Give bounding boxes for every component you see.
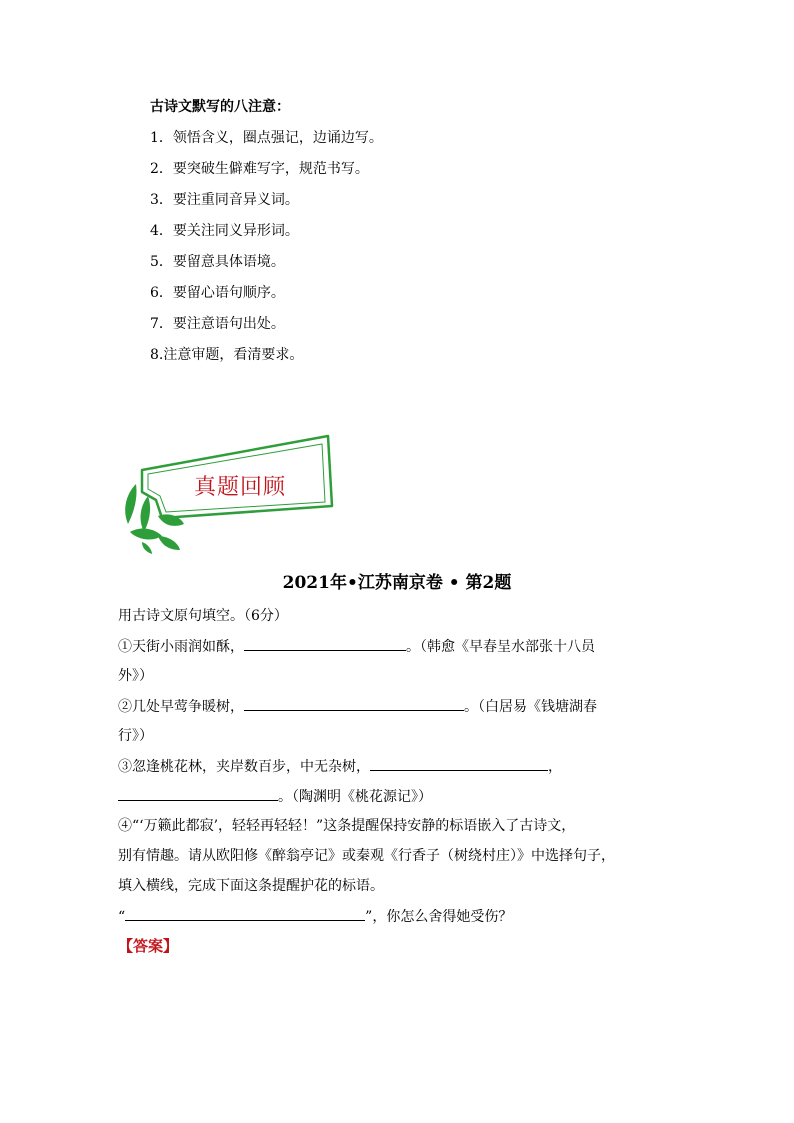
answer-label: 【答案】 [118,937,179,955]
q4-line-3: 填入横线，完成下面这条提醒护花的标语。 [118,878,384,894]
tip-item: 3．要注重同音异义词。 [150,192,299,208]
tip-item: 6．要留心语句顺序。 [150,285,285,301]
q4-text-e: ”，你怎么舍得她受伤？ [365,909,513,925]
tip-item: 4．要关注同义异形词。 [150,223,299,239]
q3-line [118,754,678,784]
tip-item: 8.注意审题，看清要求。 [150,347,304,363]
q2-text-b: 。（白居易《钱塘湖春 [464,699,597,715]
question-intro: 用古诗文原句填空。（6分） [118,608,288,624]
q1-blank [244,634,406,651]
question-header: 2021年•江苏南京卷 • 第2题 [282,573,512,593]
q2-text-a: ②几处早莺争暖树， [118,699,244,715]
question-body [118,604,678,964]
leaf-decoration-icon [125,484,184,554]
q1-line [118,634,678,664]
q1-source-line: 外》） [118,668,153,684]
tips-list [150,126,383,374]
q4-line-2: 别有情趣。请从欧阳修《醉翁亭记》或秦观《行香子（树绕村庄）》中选择句子， [118,848,615,864]
q4-open-quote: “ [118,909,126,925]
tip-item: 1．领悟含义，圈点强记，边诵边写。 [150,130,383,146]
tip-item: 7．要注意语句出处。 [150,316,285,332]
q3-blank-1 [370,754,548,771]
tip-item: 5．要留意具体语境。 [150,254,285,270]
q3-blank-2 [118,784,278,801]
tip-item: 2．要突破生僻难写字，规范书写。 [150,161,369,177]
q3-text-a: ③忽逢桃花林，夹岸数百步，中无杂树， [118,759,370,775]
q3-text-c: 。（陶渊明《桃花源记》） [278,789,432,805]
q4-line-4 [118,904,678,934]
tips-title: 古诗文默写的八注意： [150,99,290,115]
q2-blank [244,694,464,711]
q4-blank [125,904,365,921]
q3-text-b: ， [548,759,562,775]
q1-text-a: ①天街小雨润如酥， [118,639,244,655]
q2-source-line: 行》） [118,728,153,744]
section-banner-label: 真题回顾 [194,475,287,500]
q1-text-b: 。（韩愈《早春呈水部张十八员 [406,639,595,655]
q3-line-2 [118,784,678,814]
q2-line [118,694,678,724]
q4-line-1: ④“‘万籁此都寂’，轻轻再轻轻！”这条提醒保持安静的标语嵌入了古诗文， [118,818,576,834]
